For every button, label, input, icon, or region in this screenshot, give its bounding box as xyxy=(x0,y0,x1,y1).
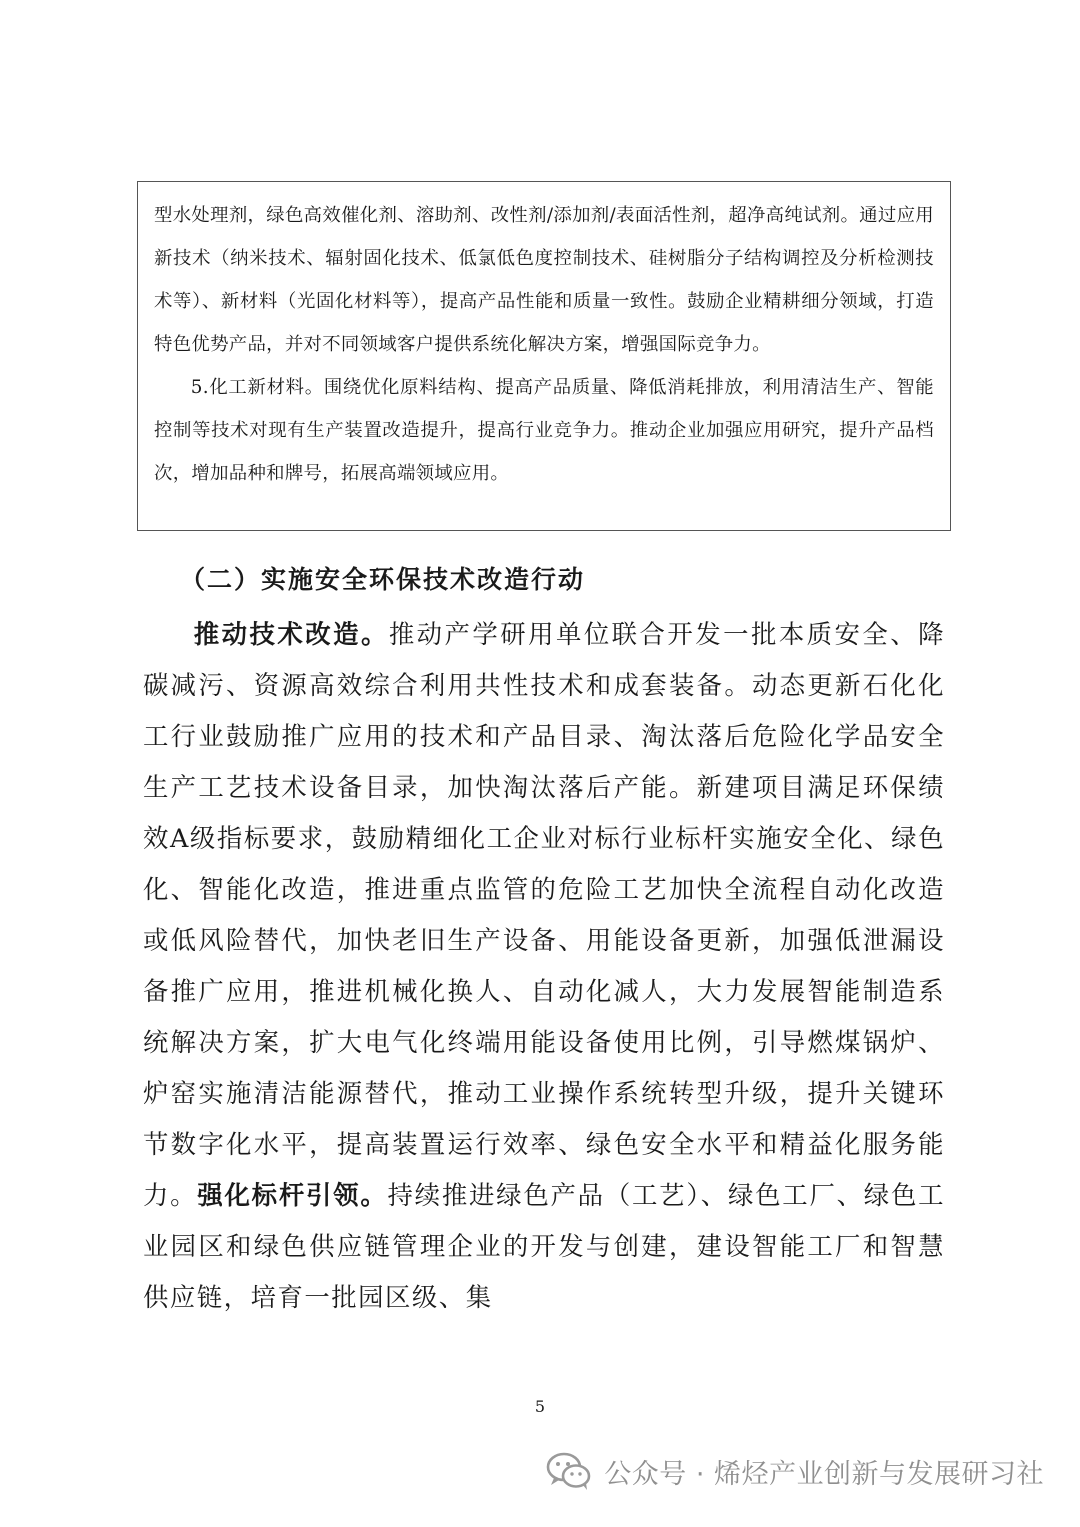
box-paragraph-1: 型水处理剂，绿色高效催化剂、溶助剂、改性剂/添加剂/表面活性剂，超净高纯试剂。通过应用新技术（纳米技术、辐射固化技术、低氯低色度控制技术、硅树脂分子结构调控及分析检测技术等）、新材料（光固化材料等），提高产品性能和质量一致性。鼓励企业精耕细分领域，打造特色优势产品，并对不同领域客户提供系统化解决方案，增强国际竞争力。 xyxy=(154,205,934,355)
watermark-text: 公众号 · 烯烃产业创新与发展研习社 xyxy=(604,1458,1044,1490)
wechat-icon xyxy=(546,1451,592,1491)
framed-text-box xyxy=(137,181,951,531)
body-paragraph xyxy=(143,609,945,1323)
body-text-1: 推动产学研用单位联合开发一批本质安全、降碳减污、资源高效综合利用共性技术和成套装备。动态更新石化化工行业鼓励推广应用的技术和产品目录、淘汰落后危险化学品安全生产工艺技术设备目录，加快淘汰落后产能。新建项目满足环保绩效A级指标要求，鼓励精细化工企业对标行业标杆实施安全化、绿色化、智能化改造，推进重点监管的危险工艺加快全流程自动化改造或低风险替代，加快老旧生产设备、用能设备更新，加强低泄漏设备推广应用，推进机械化换人、自动化减人，大力发展智能制造系统解决方案，扩大电气化终端用能设备使用比例，引导燃煤锅炉、炉窑实施清洁能源替代，推动工业操作系统转型升级，提升关键环节数字化水平，提高装置运行效率、绿色安全水平和精益化服务能力。 xyxy=(143,619,946,1210)
page-number: 5 xyxy=(534,1397,546,1416)
lead-phrase-1: 推动技术改造。 xyxy=(193,619,389,649)
body-text-2: 持续推进绿色产品（工艺）、绿色工厂、绿色工业园区和绿色供应链管理企业的开发与创建，建设智能工厂和智慧供应链，培育一批园区级、集 xyxy=(143,1180,946,1312)
box-paragraph-2: 5.化工新材料。围绕优化原料结构、提高产品质量、降低消耗排放，利用清洁生产、智能控制等技术对现有生产装置改造提升，提高行业竞争力。推动企业加强应用研究，提升产品档次，增加品种和牌号，拓展高端领域应用。 xyxy=(154,377,934,484)
lead-phrase-2: 强化标杆引领。 xyxy=(197,1180,388,1210)
watermark xyxy=(546,1441,1044,1501)
section-heading: （二）实施安全环保技术改造行动 xyxy=(180,565,586,594)
